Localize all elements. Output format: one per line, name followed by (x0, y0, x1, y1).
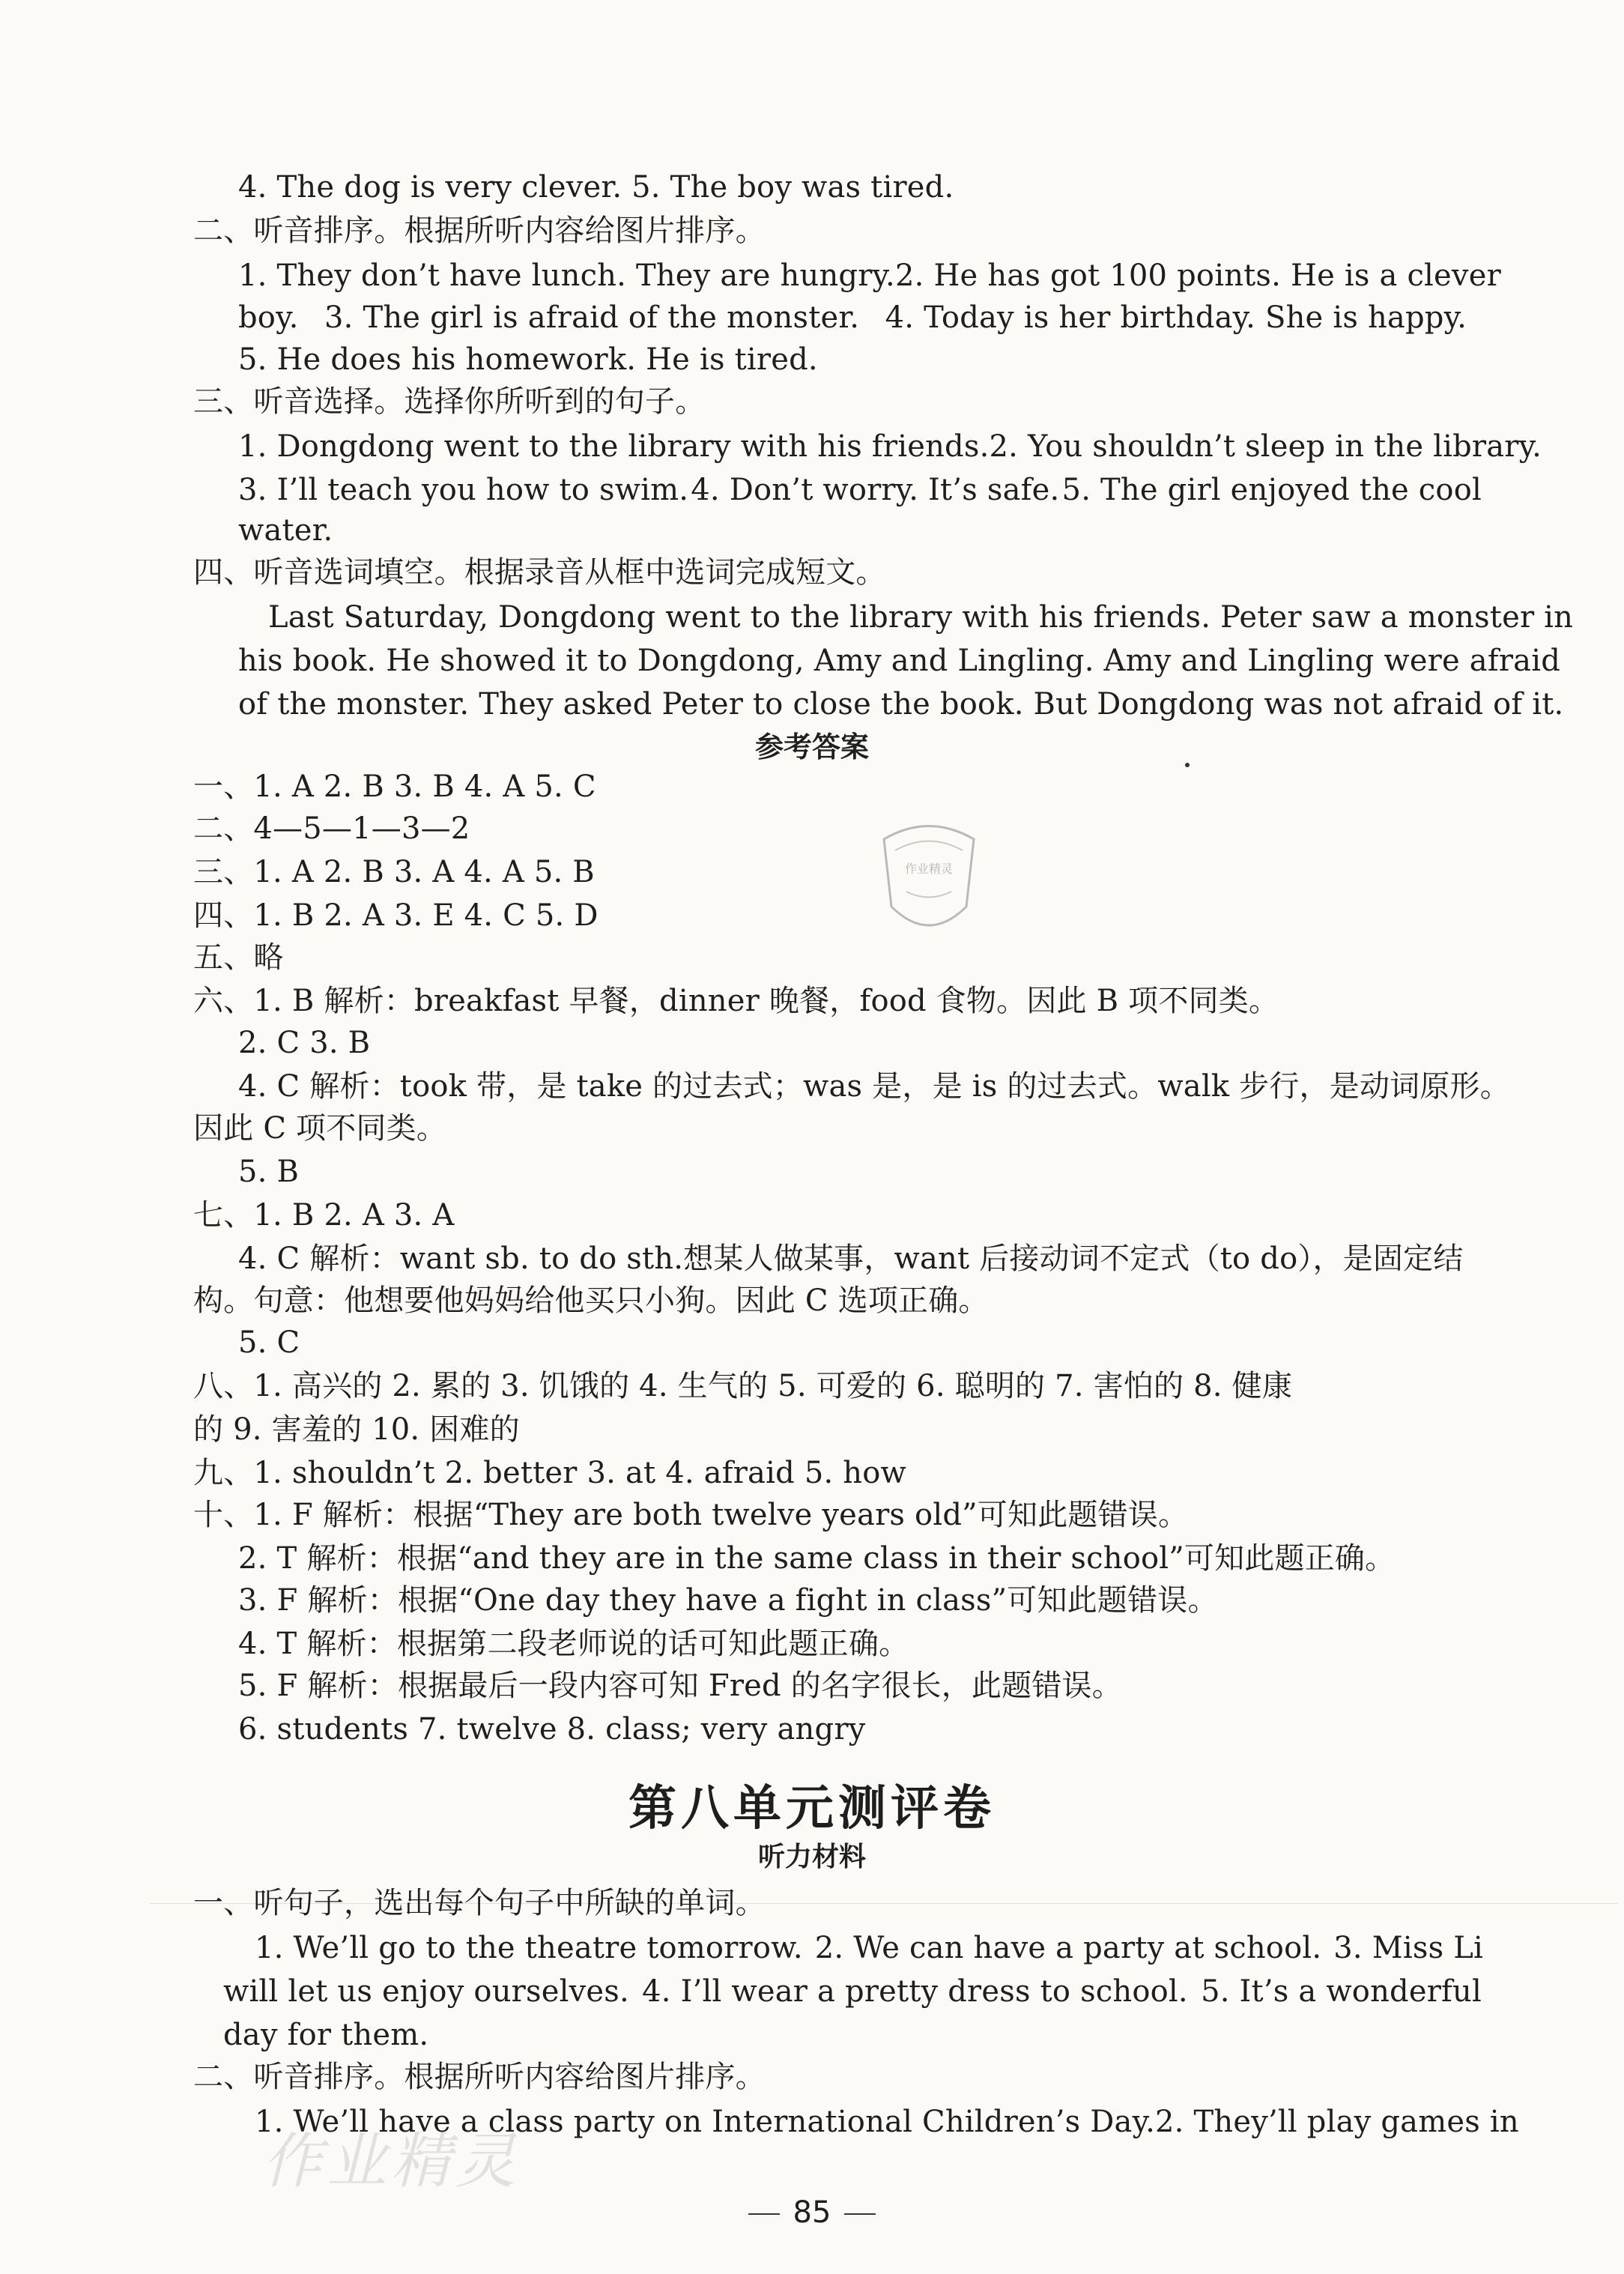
answer-line: 5. C (238, 1325, 300, 1360)
answer-line: 三、1. A 2. B 3. A 4. A 5. B (193, 855, 595, 889)
text-line: of the monster. They asked Peter to close the book. But Dongdong was not afraid of it. (238, 687, 1564, 722)
section-heading: 二、听音排序。根据所听内容给图片排序。 (193, 214, 766, 248)
answer-line: 6. students 7. twelve 8. class; very angry (238, 1712, 866, 1747)
text-line: 1. We’ll have a class party on International Children’s Day. 2. They’ll play games in (255, 2105, 1519, 2139)
answer-line: 七、1. B 2. A 3. A (193, 1198, 455, 1233)
answer-line: 五、略 (193, 940, 284, 975)
listening-materials-title: 听力材料 (757, 1842, 866, 1872)
answer-line: 构。句意：他想要他妈妈给他买只小狗。因此 C 选项正确。 (193, 1283, 989, 1318)
answer-line: 4. C 解析：want sb. to do sth.想某人做某事，want 后接动词不定式（to do），是固定结 (238, 1242, 1464, 1276)
answer-line: 因此 C 项不同类。 (193, 1111, 447, 1146)
unit-title: 第八单元测评卷 (628, 1781, 996, 1836)
text-line: his book. He showed it to Dongdong, Amy and Lingling. Amy and Lingling were afraid (238, 644, 1561, 678)
ink-dot (1185, 763, 1190, 767)
answer-line: 六、1. B 解析：breakfast 早餐，dinner 晚餐，food 食物。因此 B 项不同类。 (193, 984, 1279, 1018)
text-line: day for them. (223, 2018, 429, 2052)
text-line: 1. We’ll go to the theatre tomorrow. 2. We can have a party at school. 3. Miss Li (255, 1931, 1483, 1965)
text-line: 1. They don’t have lunch. They are hungry. 2. He has got 100 points. He is a clever (238, 258, 1501, 293)
watermark-logo: 作业精灵 (262, 2126, 520, 2196)
answer-line: 一、1. A 2. B 3. B 4. A 5. C (193, 769, 596, 804)
section-heading: 四、听音选词填空。根据录音从框中选词完成短文。 (193, 555, 886, 590)
answer-line: 3. F 解析：根据“One day they have a fight in class”可知此题错误。 (238, 1583, 1218, 1618)
text-line: water. (238, 513, 333, 548)
answer-line: 二、4—5—1—3—2 (193, 811, 470, 846)
answer-line: 八、1. 高兴的 2. 累的 3. 饥饿的 4. 生气的 5. 可爱的 6. 聪明的 7. 害怕的 8. 健康 (193, 1369, 1293, 1403)
answer-line: 九、1. shouldn’t 2. better 3. at 4. afraid 5. how (193, 1456, 906, 1490)
page-number: 85 (0, 2195, 1624, 2230)
answer-line: 4. C 解析：took 带，是 take 的过去式；was 是，是 is 的过去式。walk 步行，是动词原形。 (238, 1069, 1510, 1104)
text-line: 3. I’ll teach you how to swim. 4. Don’t worry. It’s safe. 5. The girl enjoyed the cool (238, 473, 1482, 507)
answers-title: 参考答案 (754, 731, 869, 763)
text-line: 1. Dongdong went to the library with his friends. 2. You shouldn’t sleep in the library. (238, 429, 1542, 464)
svg-text:作业精灵: 作业精灵 (904, 862, 954, 876)
answer-line: 十、1. F 解析：根据“They are both twelve years old”可知此题错误。 (193, 1498, 1189, 1532)
text-line: Last Saturday, Dongdong went to the library with his friends. Peter saw a monster in (268, 600, 1574, 635)
text-line: 4. The dog is very clever. 5. The boy was tired. (238, 170, 954, 205)
text-line: boy. 3. The girl is afraid of the monster. 4. Today is her birthday. She is happy. (238, 300, 1467, 335)
stamp-logo-icon (869, 817, 989, 944)
answer-line: 的 9. 害羞的 10. 困难的 (193, 1412, 520, 1447)
section-heading: 一、听句子，选出每个句子中所缺的单词。 (193, 1886, 766, 1920)
answer-line: 2. C 3. B (238, 1026, 371, 1060)
answer-line: 2. T 解析：根据“and they are in the same class in their school”可知此题正确。 (238, 1541, 1396, 1576)
answer-line: 4. T 解析：根据第二段老师说的话可知此题正确。 (238, 1627, 909, 1661)
answer-line: 5. F 解析：根据最后一段内容可知 Fred 的名字很长，此题错误。 (238, 1669, 1122, 1703)
text-line: 5. He does his homework. He is tired. (238, 342, 818, 377)
answer-line: 5. B (238, 1155, 300, 1189)
answer-line: 四、1. B 2. A 3. E 4. C 5. D (193, 898, 599, 933)
section-heading: 二、听音排序。根据所听内容给图片排序。 (193, 2060, 766, 2094)
section-heading: 三、听音选择。选择你所听到的句子。 (193, 384, 706, 419)
text-line: will let us enjoy ourselves. 4. I’ll wear a pretty dress to school. 5. It’s a wonderful (223, 1974, 1482, 2009)
